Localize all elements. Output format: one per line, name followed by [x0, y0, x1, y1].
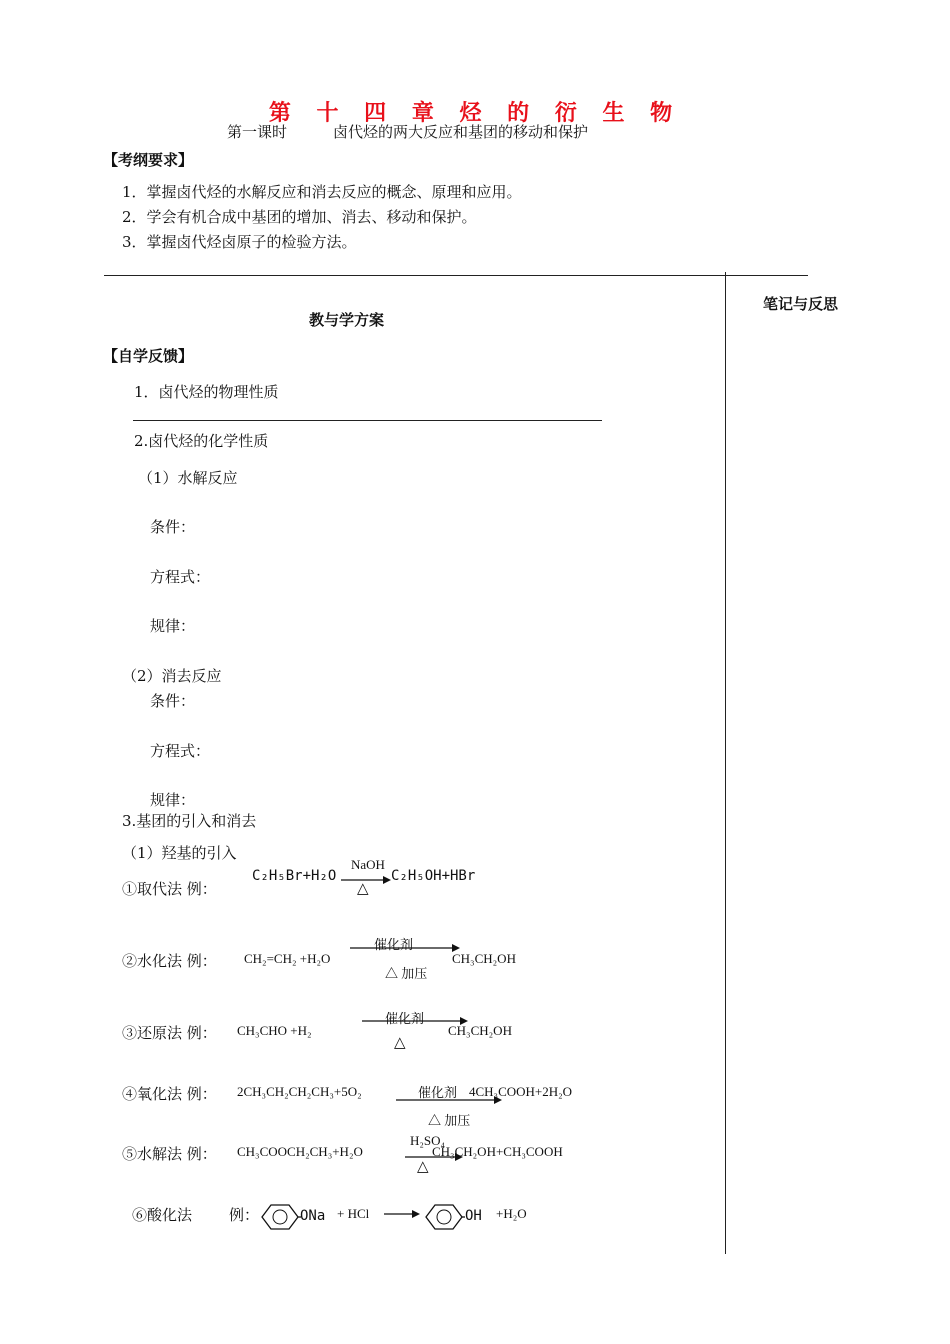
requirement-item: 1．掌握卤代烃的水解反应和消去反应的概念、原理和应用。	[122, 183, 522, 201]
elimination-equation: 方程式：	[150, 742, 211, 760]
ester-hydrolysis-reactants: CH₃COOCH₂CH₃+H₂O	[237, 1144, 363, 1159]
acidification-byproduct: +H₂O	[496, 1206, 527, 1221]
lesson-topic: 卤代烃的两大反应和基团的移动和保护	[333, 123, 589, 141]
item-chemical-properties: 2.卤代烃的化学性质	[134, 432, 269, 450]
feedback-heading: 【自学反馈】	[103, 347, 194, 365]
notes-heading: 笔记与反思	[763, 295, 839, 313]
reduction-catalyst: 催化剂	[385, 1011, 425, 1026]
hydrolysis-label: （1）水解反应	[138, 469, 238, 487]
section-divider	[104, 275, 808, 276]
oxidation-catalyst: 催化剂	[418, 1085, 458, 1100]
hydration-catalyst: 催化剂	[374, 937, 414, 952]
substitution-catalyst: NaOH	[351, 857, 385, 872]
requirement-item: 2．学会有机合成中基团的增加、消去、移动和保护。	[122, 208, 477, 226]
hydration-product: CH₃CH₂OH	[452, 951, 516, 966]
acidification-example-label: 例：	[229, 1206, 260, 1224]
reaction-arrow	[350, 944, 460, 952]
hydrolysis-condition: 条件：	[150, 518, 196, 536]
substitution-reactants: C₂H₅Br+H₂O	[252, 868, 337, 884]
oxidation-products: 4CH₃COOH+2H₂O	[469, 1084, 573, 1099]
chapter-title: 第 十 四 章 烃 的 衍 生 物	[268, 101, 682, 126]
notes-column-divider	[725, 272, 726, 1254]
phenol-group: OH	[465, 1208, 482, 1224]
elimination-rule: 规律：	[150, 791, 196, 809]
substitution-heat: △	[357, 879, 369, 897]
requirement-item: 3．掌握卤代烃卤原子的检验方法。	[122, 233, 357, 251]
reduction-reactants: CH₃CHO +H₂	[237, 1023, 312, 1038]
lesson-subtitle	[227, 121, 588, 142]
item-physical-properties: 1．卤代烃的物理性质	[134, 383, 279, 401]
oxidation-conditions: △ 加压	[428, 1113, 471, 1128]
answer-blank-line	[133, 420, 602, 421]
benzene-ring-icon	[425, 1203, 465, 1231]
item-group-introduction: 3.基团的引入和消去	[122, 812, 257, 830]
benzene-ring-icon	[261, 1203, 301, 1231]
ester-hydrolysis-catalyst: H₂SO₄	[410, 1133, 446, 1148]
oxidation-reactants: 2CH₃CH₂CH₂CH₃+5O₂	[237, 1084, 362, 1099]
acidification-reagent: + HCl	[337, 1206, 370, 1221]
reduction-heat: △	[394, 1033, 406, 1051]
reaction-arrow	[384, 1209, 420, 1219]
method-reduction-label: ③还原法 例：	[122, 1024, 217, 1042]
ester-hydrolysis-products: CH₃CH₂OH+CH₃COOH	[432, 1144, 563, 1159]
hydroxyl-introduction-label: （1）羟基的引入	[122, 844, 237, 862]
lesson-number: 第一课时	[227, 123, 288, 141]
plan-heading: 教与学方案	[309, 311, 385, 329]
hydration-reactants: CH₂=CH₂ +H₂O	[244, 951, 331, 966]
phenoxide-group: ONa	[300, 1208, 326, 1224]
method-ester-hydrolysis-label: ⑤水解法 例：	[122, 1145, 217, 1163]
ester-hydrolysis-heat: △	[417, 1157, 429, 1175]
substitution-products: C₂H₅OH+HBr	[391, 868, 476, 884]
hydrolysis-rule: 规律：	[150, 617, 196, 635]
hydrolysis-equation: 方程式：	[150, 568, 211, 586]
method-acidification-label: ⑥酸化法	[132, 1206, 193, 1224]
requirements-heading: 【考纲要求】	[103, 151, 194, 169]
elimination-condition: 条件：	[150, 692, 196, 710]
hydration-conditions: △ 加压	[385, 966, 428, 981]
reduction-product: CH₃CH₂OH	[448, 1023, 512, 1038]
method-substitution-label: ①取代法 例：	[122, 880, 217, 898]
method-oxidation-label: ④氧化法 例：	[122, 1085, 217, 1103]
elimination-label: （2）消去反应	[122, 667, 222, 685]
method-hydration-label: ②水化法 例：	[122, 952, 217, 970]
